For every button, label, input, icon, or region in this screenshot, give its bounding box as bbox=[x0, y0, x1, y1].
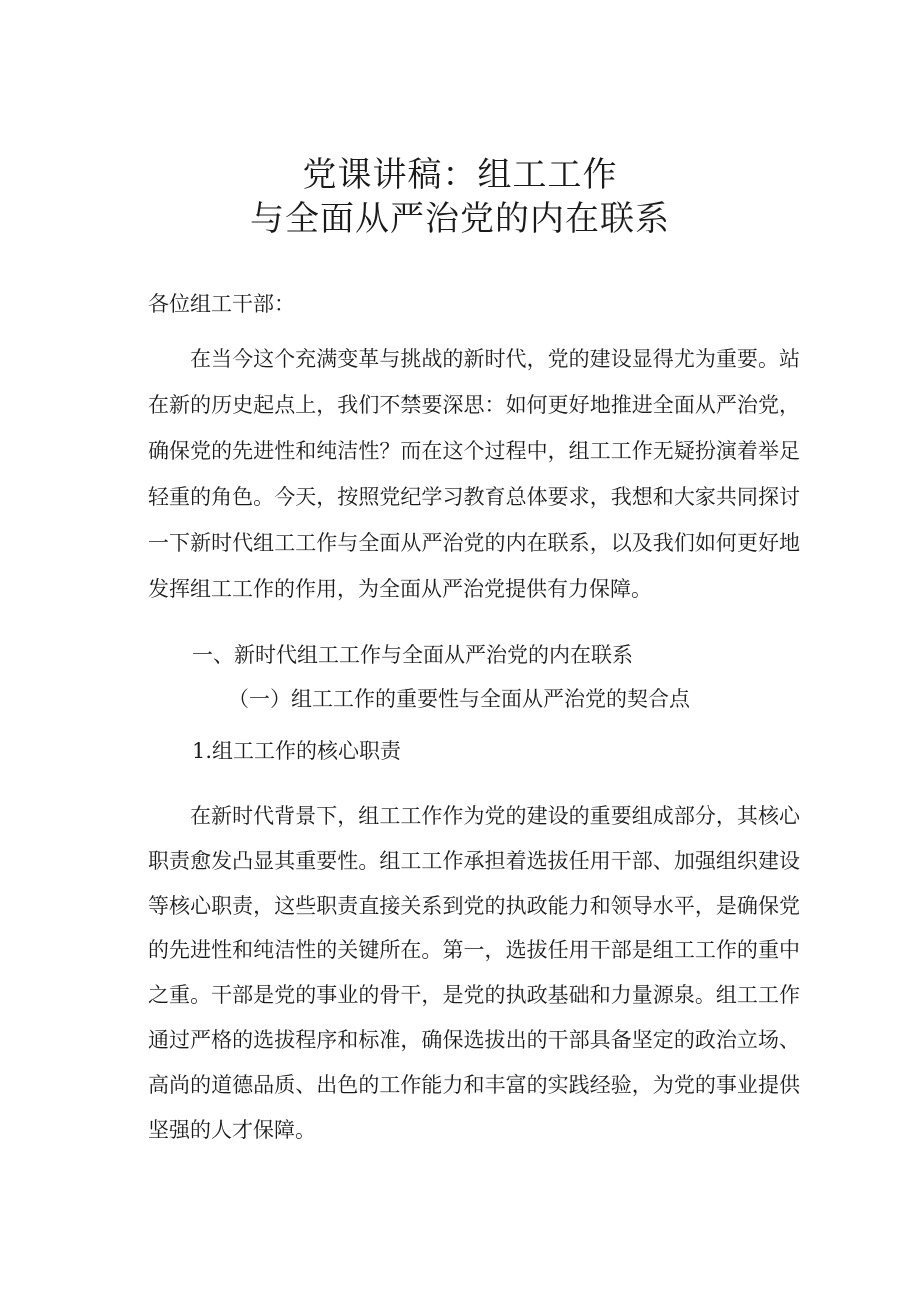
item-heading-1: 1.组工工作的核心职责 bbox=[192, 739, 402, 763]
body-paragraph: 在新时代背景下，组工工作作为党的建设的重要组成部分，其核心职责愈发凸显其重要性。组工工作承担着选拔任用干部、加强组织建设等核心职责，这些职责直接关系到党的执政能力和领导水平，是确保党的先进性和纯洁性的关键所在。第一，选拔任用干部是组工工作的重中之重。干部是党的事业的骨干，是党的执政基础和力量源泉。组工工作通过严格的选拔程序和标准，确保选拔出的干部具备坚定的政治立场、高尚的道德品质、出色的工作能力和丰富的实践经验，为党的事业提供坚强的人才保障。 bbox=[148, 804, 800, 1142]
document-title-line-2: 与全面从严治党的内在联系 bbox=[250, 199, 670, 239]
intro-paragraph: 在当今这个充满变革与挑战的新时代，党的建设显得尤为重要。站在新的历史起点上，我们不禁要深思：如何更好地推进全面从严治党，确保党的先进性和纯洁性？而在这个过程中，组工工作无疑扮演着举足轻重的角色。今天，按照党纪学习教育总体要求，我想和大家共同探讨一下新时代组工工作与全面从严治党的内在联系，以及我们如何更好地发挥组工工作的作用，为全面从严治党提供有力保障。 bbox=[148, 347, 800, 601]
subsection-heading-1: （一）组工工作的重要性与全面从严治党的契合点 bbox=[228, 687, 690, 711]
document-title-line-1: 党课讲稿：组工工作 bbox=[302, 155, 618, 195]
section-heading-1: 一、新时代组工工作与全面从严治党的内在联系 bbox=[192, 643, 633, 667]
salutation: 各位组工干部： bbox=[148, 292, 295, 316]
